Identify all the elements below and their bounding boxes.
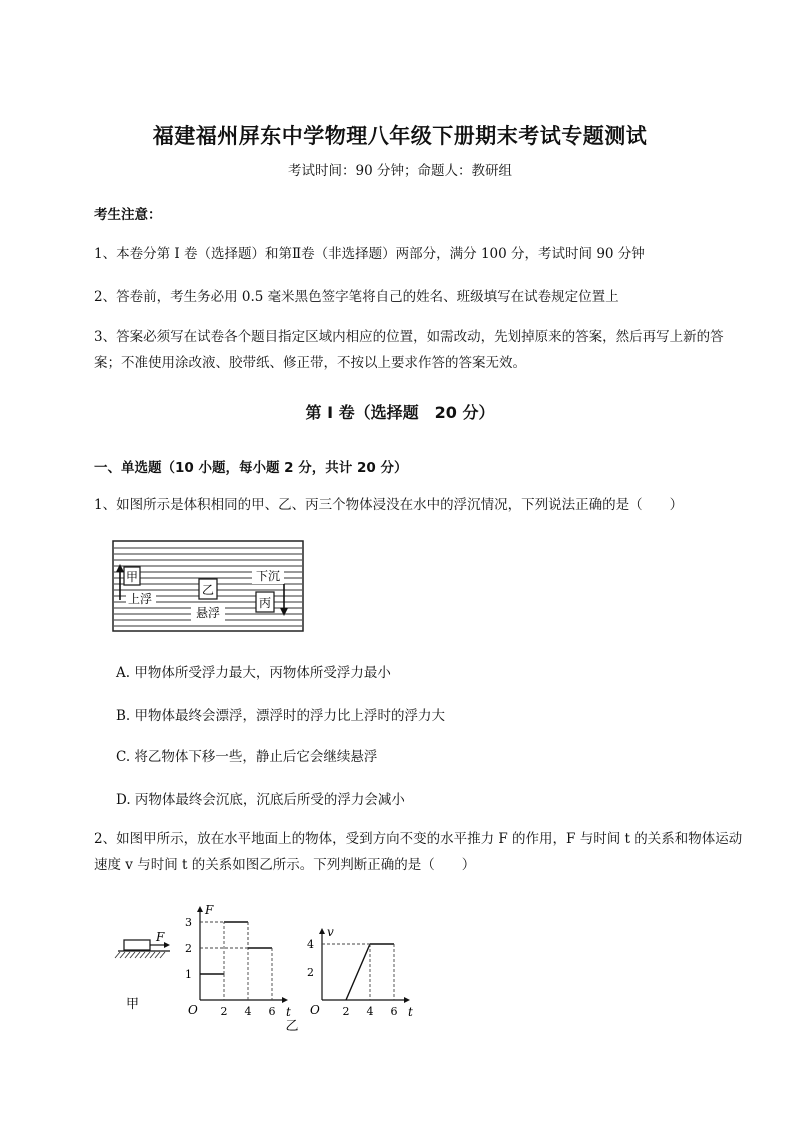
block <box>124 940 150 950</box>
label-shangfu: 上浮 <box>127 592 153 606</box>
y-tick-label: 3 <box>185 916 192 929</box>
x-axis-label: t <box>408 1005 413 1019</box>
x-axis-arrow-icon <box>404 997 410 1003</box>
figure-jia <box>114 930 174 1020</box>
label-jia: 甲 <box>125 570 139 584</box>
label-xuanfu: 悬浮 <box>195 606 221 620</box>
force-label: F <box>156 930 165 944</box>
y-tick-label: 2 <box>307 966 314 979</box>
notice-item-3: 3、答案必须写在试卷各个题目指定区域内相应的位置，如需改动，先划掉原来的答案，然后再写上新的答案；不准使用涂改液、胶带纸、修正带，不按以上要求作答的答案无效。 <box>94 329 724 371</box>
hatch-line <box>135 952 140 958</box>
buoyancy-figure <box>112 540 304 632</box>
hatch-line <box>155 952 160 958</box>
question-1-option-a: A. 甲物体所受浮力最大，丙物体所受浮力最小 <box>116 665 391 681</box>
y-tick-label: 2 <box>185 942 192 955</box>
label-xiachen: 下沉 <box>255 569 281 583</box>
x-tick-label: 6 <box>268 1005 276 1018</box>
notice-item-2: 2、答卷前，考生务必用 0.5 毫米黑色签字笔将自己的姓名、班级填写在试卷规定位置上 <box>94 289 619 305</box>
y-axis-label: v <box>327 925 334 939</box>
x-tick-label: 2 <box>220 1005 228 1018</box>
figure-yi <box>180 898 430 1038</box>
hatch-line <box>115 952 120 958</box>
notice-item-1: 1、本卷分第 I 卷（选择题）和第Ⅱ卷（非选择题）两部分，满分 100 分，考试时间 90 分钟 <box>94 246 645 262</box>
x-axis-label: t <box>286 1005 291 1019</box>
y-tick-label: 1 <box>185 968 192 981</box>
hatch-line <box>130 952 135 958</box>
x-tick-label: 4 <box>244 1005 252 1018</box>
velocity-segment <box>346 944 370 1000</box>
label-yi: 乙 <box>201 583 215 597</box>
x-tick-label: 2 <box>342 1005 350 1018</box>
y-axis-arrow-icon <box>197 906 203 912</box>
caption-jia: 甲 <box>126 997 140 1012</box>
force-arrowhead-icon <box>164 942 170 948</box>
hatch-line <box>160 952 165 958</box>
ground-hatch <box>115 952 165 958</box>
question-1-option-b: B. 甲物体最终会漂浮，漂浮时的浮力比上浮时的浮力大 <box>116 708 446 724</box>
label-bing: 丙 <box>258 596 272 610</box>
question-1-option-c: C. 将乙物体下移一些，静止后它会继续悬浮 <box>116 749 378 765</box>
section-title: 第 I 卷（选择题 20 分） <box>305 403 495 422</box>
hatch-line <box>145 952 150 958</box>
hatch-line <box>125 952 130 958</box>
notice-heading: 考生注意： <box>94 207 162 223</box>
hatch-line <box>120 952 125 958</box>
question-2-stem: 2、如图甲所示，放在水平地面上的物体，受到方向不变的水平推力 F 的作用，F 与时间 t 的关系和物体运动速度 v 与时间 t 的关系如图乙所示。下列判断正确的是（ ） <box>94 831 743 873</box>
hatch-line <box>150 952 155 958</box>
exam-info: 考试时间：90 分钟；命题人：教研组 <box>288 163 512 179</box>
x-tick-label: 6 <box>390 1005 398 1018</box>
page-title: 福建福州屏东中学物理八年级下册期末考试专题测试 <box>152 124 648 148</box>
hatch-line <box>140 952 145 958</box>
question-1-stem: 1、如图所示是体积相同的甲、乙、丙三个物体浸没在水中的浮沉情况，下列说法正确的是（ ） <box>94 497 684 513</box>
x-tick-label: 4 <box>366 1005 374 1018</box>
force-time-chart <box>185 903 291 1019</box>
y-axis-arrow-icon <box>319 928 325 934</box>
origin-label: O <box>188 1003 198 1017</box>
caption-yi: 乙 <box>285 1019 299 1034</box>
x-axis-arrow-icon <box>282 997 288 1003</box>
y-axis-label: F <box>205 903 214 917</box>
velocity-time-chart <box>307 925 413 1019</box>
question-1-option-d: D. 丙物体最终会沉底，沉底后所受的浮力会减小 <box>116 792 405 808</box>
part-heading: 一、单选题（10 小题，每小题 2 分，共计 20 分） <box>94 460 408 476</box>
y-tick-label: 4 <box>307 938 314 951</box>
origin-label: O <box>310 1003 320 1017</box>
